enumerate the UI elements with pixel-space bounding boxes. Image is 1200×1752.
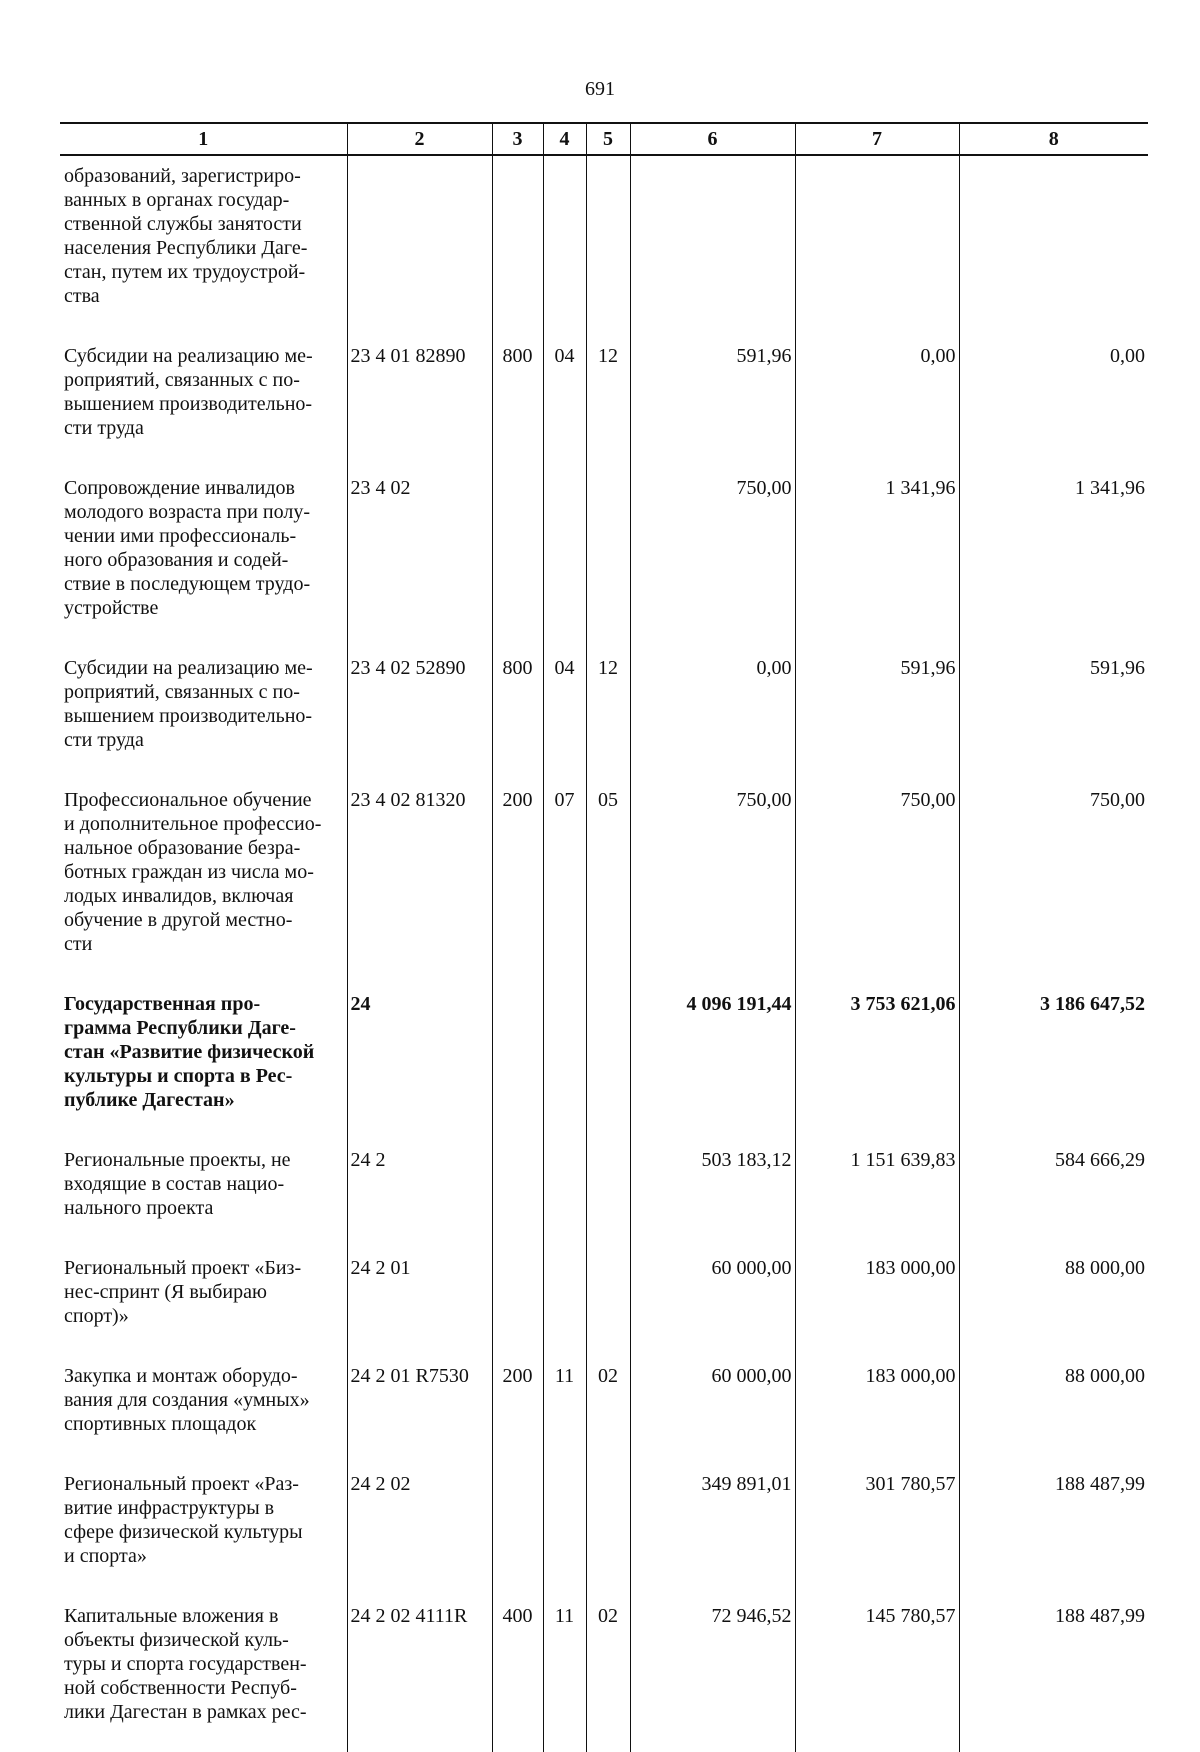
row-value7-cell: 591,96 <box>795 656 959 788</box>
column-header: 1 <box>60 123 347 155</box>
row-code-cell: 23 4 02 81320 <box>347 788 492 992</box>
row-col5-cell: 02 <box>586 1604 630 1752</box>
row-col3-cell <box>492 1472 543 1604</box>
row-col5-cell <box>586 1472 630 1604</box>
row-col4-cell <box>543 992 586 1148</box>
row-value7-cell: 3 753 621,06 <box>795 992 959 1148</box>
row-name-cell: Региональный проект «Биз- нес-спринт (Я выбираю спорт)» <box>64 1257 302 1327</box>
column-header: 4 <box>543 123 586 155</box>
row-code-cell: 23 4 01 82890 <box>347 344 492 476</box>
column-header: 7 <box>795 123 959 155</box>
row-value6-cell: 349 891,01 <box>630 1472 795 1604</box>
row-value8-cell: 188 487,99 <box>959 1472 1148 1604</box>
table-row <box>60 1472 1148 1604</box>
row-col4-cell: 11 <box>543 1604 586 1752</box>
row-col5-cell <box>586 1256 630 1364</box>
row-col3-cell: 800 <box>492 656 543 788</box>
row-value8-cell: 0,00 <box>959 344 1148 476</box>
row-value7-cell: 0,00 <box>795 344 959 476</box>
row-name-cell: Закупка и монтаж оборудо- вания для создания «умных» спортивных площадок <box>64 1365 310 1435</box>
row-col5-cell <box>586 476 630 656</box>
row-col3-cell <box>492 1148 543 1256</box>
row-col3-cell: 200 <box>492 788 543 992</box>
row-value7-cell: 301 780,57 <box>795 1472 959 1604</box>
row-col4-cell: 07 <box>543 788 586 992</box>
row-value7-cell <box>795 155 959 344</box>
row-value6-cell: 60 000,00 <box>630 1364 795 1472</box>
row-value6-cell: 60 000,00 <box>630 1256 795 1364</box>
row-name-cell: образований, зарегистриро- ванных в органах государ- ственной службы занятости населения Республики Даге- стан, путем их трудоустрой- ства <box>64 165 308 307</box>
column-header: 3 <box>492 123 543 155</box>
row-name-cell: Профессиональное обучение и дополнительное профессио- нальное образование безра- ботных граждан из числа мо- лодых инвалидов, включая обучение в другой местно- сти <box>64 789 322 955</box>
table-row <box>60 1148 1148 1256</box>
table-row <box>60 344 1148 476</box>
row-name-cell: Субсидии на реализацию ме- роприятий, связанных с по- вышением производительно- сти труда <box>64 657 313 751</box>
row-col4-cell <box>543 1256 586 1364</box>
row-value7-cell: 1 151 639,83 <box>795 1148 959 1256</box>
table-row <box>60 656 1148 788</box>
row-value6-cell: 591,96 <box>630 344 795 476</box>
row-col4-cell <box>543 155 586 344</box>
row-name-cell: Капитальные вложения в объекты физической куль- туры и спорта государствен- ной собственности Респуб- лики Дагестан в рамках рес- <box>64 1605 307 1723</box>
row-code-cell: 24 2 <box>347 1148 492 1256</box>
row-value8-cell <box>959 155 1148 344</box>
row-col5-cell: 12 <box>586 344 630 476</box>
row-name-cell: Региональные проекты, не входящие в состав нацио- нального проекта <box>64 1149 291 1219</box>
row-value8-cell: 88 000,00 <box>959 1364 1148 1472</box>
column-header: 8 <box>959 123 1148 155</box>
row-name-cell: Региональный проект «Раз- витие инфраструктуры в сфере физической культуры и спорта» <box>64 1473 303 1567</box>
table-row <box>60 992 1148 1148</box>
row-col3-cell: 400 <box>492 1604 543 1752</box>
row-col4-cell: 04 <box>543 344 586 476</box>
table-row <box>60 1604 1148 1752</box>
row-code-cell <box>347 155 492 344</box>
row-code-cell: 24 2 02 <box>347 1472 492 1604</box>
table-row <box>60 1364 1148 1472</box>
row-col3-cell <box>492 155 543 344</box>
row-col4-cell <box>543 476 586 656</box>
row-col5-cell: 02 <box>586 1364 630 1472</box>
row-col3-cell <box>492 992 543 1148</box>
row-col4-cell <box>543 1148 586 1256</box>
row-col3-cell <box>492 476 543 656</box>
row-value7-cell: 750,00 <box>795 788 959 992</box>
row-col4-cell: 04 <box>543 656 586 788</box>
row-col5-cell <box>586 1148 630 1256</box>
row-code-cell: 24 2 01 <box>347 1256 492 1364</box>
page-number: 691 <box>585 78 615 100</box>
row-col5-cell: 05 <box>586 788 630 992</box>
row-value8-cell: 750,00 <box>959 788 1148 992</box>
row-name-cell: Субсидии на реализацию ме- роприятий, связанных с по- вышением производительно- сти труда <box>64 345 313 439</box>
row-value6-cell: 0,00 <box>630 656 795 788</box>
row-value7-cell: 183 000,00 <box>795 1364 959 1472</box>
table-row <box>60 476 1148 656</box>
row-value6-cell: 750,00 <box>630 788 795 992</box>
row-value7-cell: 1 341,96 <box>795 476 959 656</box>
budget-table <box>60 122 1148 1752</box>
row-col3-cell <box>492 1256 543 1364</box>
column-header: 6 <box>630 123 795 155</box>
row-value8-cell: 88 000,00 <box>959 1256 1148 1364</box>
row-name-cell: Сопровождение инвалидов молодого возраста при полу- чении ими профессиональ- ного образования и содей- ствие в последующем трудо- устройстве <box>64 477 311 619</box>
row-col5-cell <box>586 992 630 1148</box>
row-value6-cell: 72 946,52 <box>630 1604 795 1752</box>
row-value8-cell: 584 666,29 <box>959 1148 1148 1256</box>
row-code-cell: 23 4 02 52890 <box>347 656 492 788</box>
row-value8-cell: 1 341,96 <box>959 476 1148 656</box>
row-col3-cell: 800 <box>492 344 543 476</box>
row-value6-cell: 750,00 <box>630 476 795 656</box>
row-value6-cell: 503 183,12 <box>630 1148 795 1256</box>
table-row <box>60 788 1148 992</box>
row-code-cell: 24 2 01 R7530 <box>347 1364 492 1472</box>
row-value6-cell <box>630 155 795 344</box>
row-value7-cell: 183 000,00 <box>795 1256 959 1364</box>
row-name-cell: Государственная про- грамма Республики Даге- стан «Развитие физической культуры и спорта в Рес- публике Дагестан» <box>64 993 315 1111</box>
header-row <box>60 123 1148 155</box>
table-row <box>60 155 1148 344</box>
row-code-cell: 23 4 02 <box>347 476 492 656</box>
row-value8-cell: 3 186 647,52 <box>959 992 1148 1148</box>
table-row <box>60 1256 1148 1364</box>
row-col4-cell: 11 <box>543 1364 586 1472</box>
row-col5-cell: 12 <box>586 656 630 788</box>
row-col5-cell <box>586 155 630 344</box>
column-header: 5 <box>586 123 630 155</box>
row-code-cell: 24 <box>347 992 492 1148</box>
row-value7-cell: 145 780,57 <box>795 1604 959 1752</box>
row-value6-cell: 4 096 191,44 <box>630 992 795 1148</box>
row-value8-cell: 591,96 <box>959 656 1148 788</box>
row-code-cell: 24 2 02 4111R <box>347 1604 492 1752</box>
row-col3-cell: 200 <box>492 1364 543 1472</box>
column-header: 2 <box>347 123 492 155</box>
row-col4-cell <box>543 1472 586 1604</box>
row-value8-cell: 188 487,99 <box>959 1604 1148 1752</box>
